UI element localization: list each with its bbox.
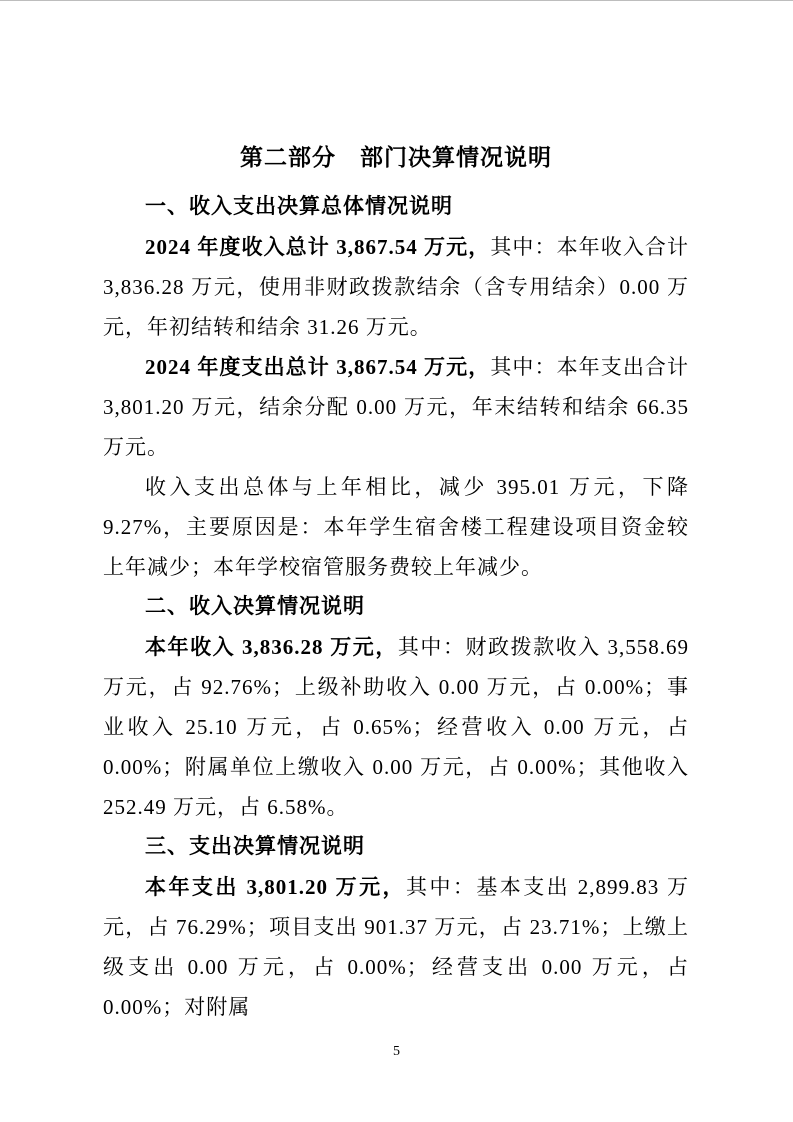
paragraph-lead: 2024 年度收入总计 3,867.54 万元， <box>145 235 491 259</box>
paragraph-body: 收入支出总体与上年相比，减少 395.01 万元，下降 9.27%，主要原因是：本年学生宿舍楼工程建设项目资金较上年减少；本年学校宿管服务费较上年减少。 <box>103 475 689 579</box>
page-content <box>103 140 689 1027</box>
paragraph-body: 其中：本年支出合计 3,801.20 万元，结余分配 0.00 万元，年末结转和结余 66.35 万元。 <box>103 355 690 459</box>
paragraph-lead: 本年收入 3,836.28 万元， <box>145 635 398 659</box>
paragraph-body: 其中：本年收入合计 3,836.28 万元，使用非财政拨款结余（含专用结余）0.00 万元，年初结转和结余 31.26 万元。 <box>103 235 690 339</box>
section-1-heading: 一、收入支出决算总体情况说明 <box>145 195 453 218</box>
document-title: 第二部分 部门决算情况说明 <box>240 144 552 170</box>
section-3-heading: 三、支出决算情况说明 <box>145 835 365 858</box>
paragraph-expenditure-total <box>103 347 689 467</box>
section-2-heading: 二、收入决算情况说明 <box>145 595 365 618</box>
paragraph-body: 其中：基本支出 2,899.83 万元，占 76.29%；项目支出 901.37 万元，占 23.71%；上缴上级支出 0.00 万元，占 0.00%；经营支出 0.00 万元，占 0.00%；对附属 <box>103 875 689 1019</box>
paragraph-income-total <box>103 227 689 347</box>
paragraph-year-comparison <box>103 467 689 587</box>
page-number: 5 <box>393 1044 400 1059</box>
paragraph-income-detail <box>103 627 689 827</box>
paragraph-lead: 本年支出 3,801.20 万元， <box>145 875 406 899</box>
paragraph-body: 其中：财政拨款收入 3,558.69 万元，占 92.76%；上级补助收入 0.00 万元，占 0.00%；事业收入 25.10 万元，占 0.65%；经营收入 0.00 万元，占 0.00%；附属单位上缴收入 0.00 万元，占 0.00%；其他收入 252.49 万元，占 6.58%。 <box>103 635 690 819</box>
paragraph-lead: 2024 年度支出总计 3,867.54 万元， <box>145 355 491 379</box>
paragraph-expenditure-detail <box>103 867 689 1027</box>
